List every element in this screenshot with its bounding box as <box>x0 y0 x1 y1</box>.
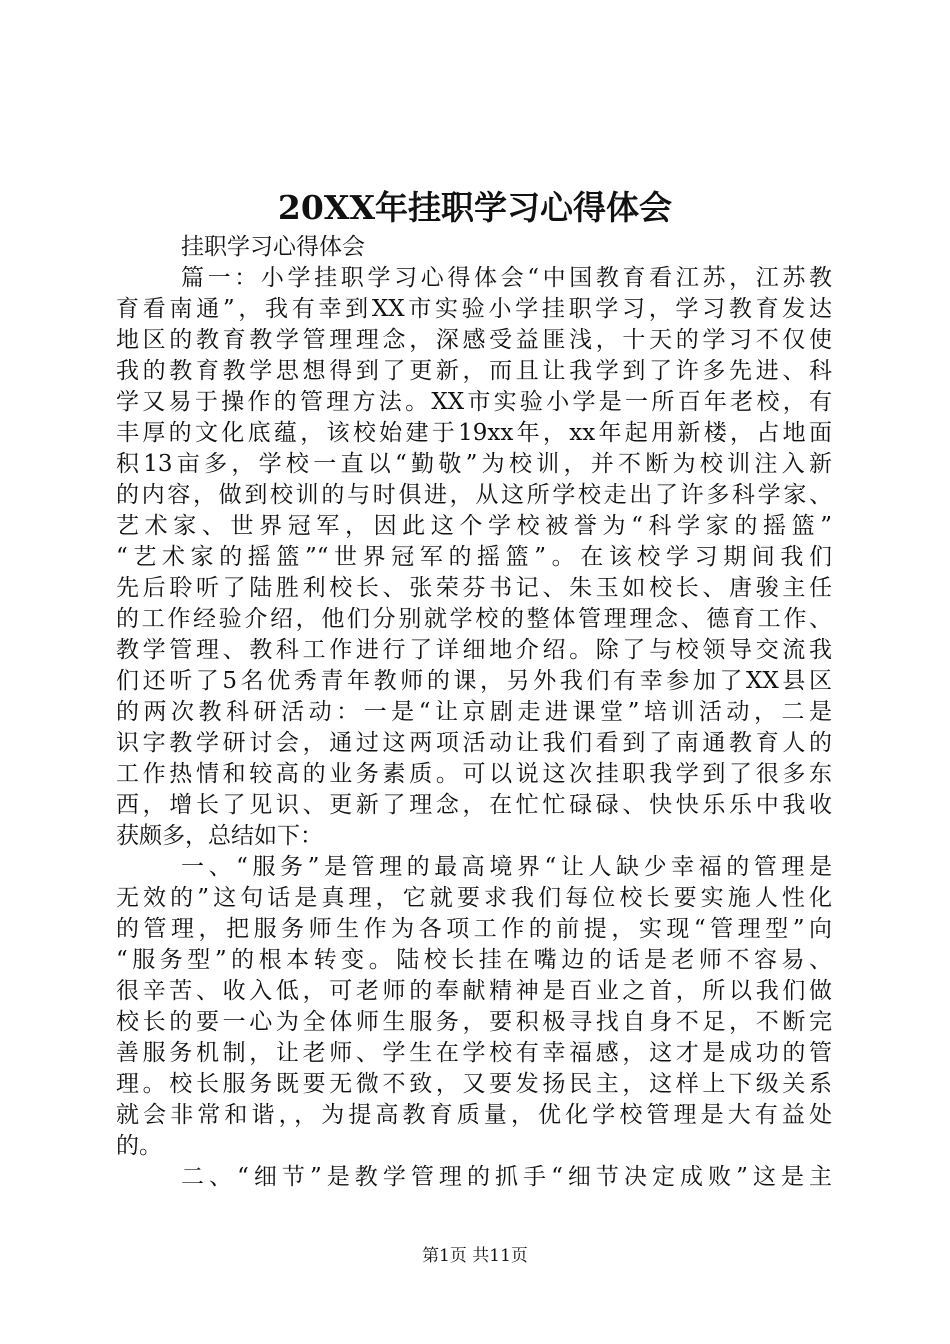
document-title: 20XX年挂职学习心得体会 <box>277 188 673 227</box>
text-line: 育看南通”，我有幸到XX市实验小学挂职学习，学习教育发达 <box>116 296 832 322</box>
text-line: 善服务机制，让老师、学生在学校有幸福感，这才是成功的管 <box>116 1040 832 1066</box>
text-line: 艺术家、世界冠军，因此这个学校被誉为“科学家的摇篮” <box>116 513 832 539</box>
text-line: 理。校长服务既要无微不致，又要发扬民主，这样上下级关系 <box>116 1071 832 1097</box>
text-line: 获颇多，总结如下： <box>116 823 323 849</box>
text-line: 就会非常和谐，，为提高教育质量，优化学校管理是大有益处 <box>116 1102 832 1128</box>
text-line: 挂职学习心得体会 <box>181 234 365 260</box>
text-line: 地区的教育教学管理理念，深感受益匪浅，十天的学习不仅使 <box>116 327 832 353</box>
text-line: 的。 <box>116 1133 162 1159</box>
text-line: 教学管理、教科工作进行了详细地介绍。除了与校领导交流我 <box>116 637 832 663</box>
text-line: 学又易于操作的管理方法。XX市实验小学是一所百年老校，有 <box>116 389 832 415</box>
text-line: 的管理，把服务师生作为各项工作的前提，实现“管理型”向 <box>116 916 832 942</box>
text-line: 的两次教科研活动：一是“让京剧走进课堂”培训活动，二是 <box>116 699 832 725</box>
text-line: 一、“服务”是管理的最高境界“让人缺少幸福的管理是 <box>181 854 832 880</box>
text-line: 的工作经验介绍，他们分别就学校的整体管理理念、德育工作、 <box>116 606 832 632</box>
document-body <box>116 232 832 1193</box>
text-line: 很辛苦、收入低，可老师的奉献精神是百业之首，所以我们做 <box>116 978 832 1004</box>
text-line: 积13亩多，学校一直以“勤敬”为校训，并不断为校训注入新 <box>116 451 832 477</box>
text-line: 我的教育教学思想得到了更新，而且让我学到了许多先进、科 <box>116 358 832 384</box>
text-line: 篇一：小学挂职学习心得体会“中国教育看江苏，江苏教 <box>181 265 832 291</box>
text-line: 的内容，做到校训的与时俱进，从这所学校走出了许多科学家、 <box>116 482 832 508</box>
text-line: 无效的”这句话是真理，它就要求我们每位校长要实施人性化 <box>116 885 832 911</box>
text-line: 先后聆听了陆胜利校长、张荣芬书记、朱玉如校长、唐骏主任 <box>116 575 832 601</box>
page-footer: 第1页 共11页 <box>422 1246 528 1266</box>
text-line: 识字教学研讨会，通过这两项活动让我们看到了南通教育人的 <box>116 730 832 756</box>
text-line: 们还听了5名优秀青年教师的课，另外我们有幸参加了XX县区 <box>116 668 832 694</box>
text-line: “艺术家的摇篮”“世界冠军的摇篮”。在该校学习期间我们 <box>116 544 832 570</box>
text-line: 西，增长了见识、更新了理念，在忙忙碌碌、快快乐乐中我收 <box>116 792 832 818</box>
text-line: “服务型”的根本转变。陆校长挂在嘴边的话是老师不容易、 <box>116 947 832 973</box>
text-line: 校长的要一心为全体师生服务，要积极寻找自身不足，不断完 <box>116 1009 832 1035</box>
text-line: 二、“细节”是教学管理的抓手“细节决定成败”这是主 <box>181 1164 832 1190</box>
text-line: 工作热情和较高的业务素质。可以说这次挂职我学到了很多东 <box>116 761 832 787</box>
text-line: 丰厚的文化底蕴，该校始建于19xx年，xx年起用新楼，占地面 <box>116 420 832 446</box>
